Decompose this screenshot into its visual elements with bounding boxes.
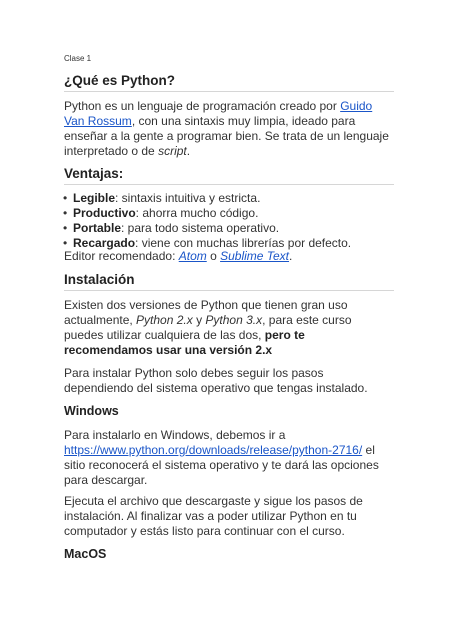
- bullet-icon: •: [63, 236, 68, 250]
- heading-macos: MacOS: [64, 547, 107, 561]
- editor-recomendado: [64, 249, 394, 264]
- list-item: [64, 191, 394, 206]
- page-header-label: Clase 1: [64, 54, 92, 63]
- intro-script-term: script: [158, 144, 187, 158]
- intro-text-2: , con una sintaxis muy limpia, ideado para enseñar a la gente a programar bien. Se trata de un lenguaje interpretado o de: [64, 114, 389, 158]
- heading-ventajas: Ventajas:: [64, 166, 394, 185]
- python-download-link[interactable]: https://www.python.org/downloads/release/python-2716/: [64, 443, 363, 457]
- instalacion-paragraph: [64, 298, 394, 358]
- heading-instalacion: Instalación: [64, 272, 394, 291]
- atom-link-text: Atom: [178, 249, 207, 263]
- ventaja-term: Legible: [73, 191, 116, 205]
- inst-text-1: Existen dos versiones de Python que tienen gran uso actualmente,: [64, 298, 348, 327]
- ventaja-desc: : ahorra mucho código.: [135, 206, 259, 220]
- ventaja-term: Productivo: [73, 206, 136, 220]
- sublime-text-link[interactable]: [220, 249, 289, 263]
- windows-paragraph: [64, 428, 394, 488]
- ventaja-desc: : sintaxis intuitiva y estricta.: [115, 191, 261, 205]
- guido-van-rossum-link[interactable]: Guido Van Rossum: [64, 99, 373, 128]
- inst-text-2: , para este curso puedes utilizar cualquiera de las dos,: [64, 313, 352, 342]
- python-2x-term: Python 2.x: [136, 313, 193, 327]
- list-item: [64, 206, 394, 221]
- ejecuta-paragraph: Ejecuta el archivo que descargaste y sigue los pasos de instalación. Al finalizar vas a poder utilizar Python en tu computador y estás listo para continuar con el curso.: [64, 494, 363, 538]
- editor-o: o: [206, 249, 221, 263]
- intro-paragraph: [64, 99, 394, 159]
- heading-que-es-python: ¿Qué es Python?: [64, 73, 394, 92]
- editor-text: Editor recomendado:: [64, 249, 179, 263]
- bullet-icon: •: [63, 191, 68, 205]
- bullet-icon: •: [63, 221, 68, 235]
- editor-end: .: [289, 249, 293, 263]
- list-item: [64, 221, 394, 236]
- atom-link[interactable]: [179, 249, 207, 263]
- ventaja-term: Recargado: [73, 236, 136, 250]
- heading-windows: Windows: [64, 404, 119, 418]
- ventaja-desc: : viene con muchas librerías por defecto.: [135, 236, 352, 250]
- inst-recommendation: pero te recomendamos usar una versión 2.x: [64, 328, 305, 357]
- sublime-link-text: Sublime Text: [220, 249, 290, 263]
- instalar-pasos-paragraph: Para instalar Python solo debes seguir los pasos dependiendo del sistema operativo que tengas instalado.: [64, 366, 368, 395]
- python-3x-term: Python 3.x: [205, 313, 263, 327]
- ventajas-list: [64, 191, 394, 251]
- inst-y: y: [192, 313, 206, 327]
- bullet-icon: •: [63, 206, 68, 220]
- win-text-1: Para instalarlo en Windows, debemos ir a: [64, 428, 286, 442]
- intro-text-end: .: [186, 144, 191, 158]
- ventaja-term: Portable: [73, 221, 122, 235]
- ventaja-desc: : para todo sistema operativo.: [121, 221, 280, 235]
- intro-text-1: Python es un lenguaje de programación creado por: [64, 99, 341, 113]
- win-text-2: el sitio reconocerá el sistema operativo y te dará las opciones para descargar.: [64, 443, 379, 487]
